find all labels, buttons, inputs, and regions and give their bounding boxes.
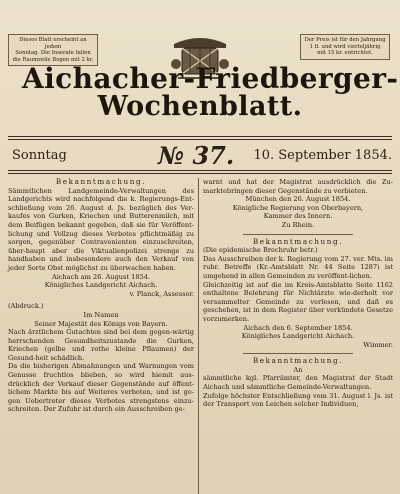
- notice-text: Königliche Regierung von Oberbayern,: [232, 203, 364, 212]
- right-column: [203, 178, 393, 409]
- notice-text: Im Namen: [83, 310, 119, 319]
- left-column: [8, 178, 194, 414]
- notice-text: v. Planck, Assessor.: [129, 289, 194, 298]
- issue-number: № 37.: [158, 141, 235, 170]
- newspaper-title-line1: Aichacher-Friedberger-: [22, 62, 399, 95]
- newspaper-title-line2: Wochenblatt.: [97, 91, 303, 122]
- price-note-right: [300, 34, 390, 60]
- notice-text: Zu Rhein.: [281, 220, 315, 229]
- dateline-rule: [8, 170, 392, 171]
- note-line: Dieses Blatt erscheint an jedem: [19, 37, 87, 50]
- notice-text: Das Ausschreiben der k. Regierung vom 27. ver. Mts. im rubr. Betreffe (Kr.-Amtsblatt Nr. 44 Seite 1287) ist umgehend in allen Gemeinden zu veröffent-lichen.: [203, 254, 393, 280]
- note-line: Sonntag. Die Inserate fallen: [15, 50, 91, 56]
- notice-heading: Bekanntmachung.: [252, 236, 344, 246]
- notice-text: Königliches Landgericht Aichach.: [241, 332, 355, 341]
- top-rule-thin: [8, 139, 392, 140]
- notice-heading: Bekanntmachung.: [55, 177, 147, 186]
- note-line: die Raumzeile Bogen mit 2 kr.: [12, 56, 94, 63]
- dateline-rule-thin: [8, 173, 392, 174]
- notice-text: (Die epidemische Brechruhr betr.): [203, 246, 318, 255]
- notice-text: Sämmtlichen Landgemeinde-Verwaltungen des Landgerichts wird nachfolgend die k. Regierungs-Ent-schließung vom 26. August d. Js. bezüglich des Ver-kaufes von Gurken, Kriechen und Butterenmilch, mit dem Beifügen bekannt gegeben, daß sie für Veröffent-lichung und Vollzug dieses Verbotes pflichtmäßig zu sorgen, gegenüber Contravenienten einzuschreiten, über-haupt aber die Viktualienpolizei strenge zu handhaben und insbesondere auch den Verkauf von jeder Sorte Obst möglichst zu überwachen haben.: [8, 186, 194, 272]
- notice-text: Aichach am 26. August 1854.: [51, 272, 151, 281]
- notice-text: Seiner Majestät des Königs von Bayern.: [34, 319, 168, 328]
- issue-date: 10. September 1854.: [253, 148, 392, 163]
- notice-text: Da die bisherigen Abmahnungen und Warnungen vom Genusse fruchtlos blieben, so wird hiemit aus-drücklich der Verkauf dieser Gegenstände auf öffent-lichem Markte bis auf Weiteres verboten, und ist ge-gen Uebertreter dieses Verbotes strengstens einzu-schreiten. Der Zufuhr ist durch ein Ausschreiben ge-: [8, 362, 194, 414]
- notice-text: Kammer des Innern.: [263, 212, 333, 221]
- section-rule: [243, 234, 353, 235]
- notice-text: Königliches Landgericht Aichach.: [44, 281, 158, 290]
- notice-text: warnt und hat der Magistrat ausdrücklich die Zu-marktebringen dieser Gegenstände zu verbieten.: [203, 178, 393, 195]
- note-line: 1 fl. und wird vierteljährig: [309, 43, 381, 50]
- notice-text: sämmtliche kgl. Pfarrämter, den Magistrat der Stadt Aichach und sämmtliche Gemeinde-Verwaltungen.: [203, 374, 393, 392]
- note-line: Der Preis ist für den Jahrgang: [304, 37, 386, 43]
- notice-text: Zufolge höchster Entschließung vom 31. August l. Js. ist der Transport von Leichen solcher Individuen,: [203, 391, 393, 409]
- notice-text: (Abdruck.): [8, 302, 44, 311]
- dateline: [8, 141, 392, 170]
- note-line: mit 15 kr. entrichtet.: [317, 50, 373, 56]
- notice-heading: Bekanntmachung.: [252, 356, 344, 366]
- section-rule: [243, 353, 353, 354]
- notice-text: Wimmer.: [363, 340, 393, 349]
- notice-text: Nach ärztlichem Gutachten sind bei dem gegen-wärtig herrschenden Gesundheitszustande die Gurken, Kriechen (gelbe und rothe kleine Pflaumen) der Gesund-heit schädlich.: [8, 328, 194, 362]
- notice-text: Aichach den 6. September 1854.: [243, 323, 353, 332]
- top-rule: [8, 136, 392, 137]
- notice-text: An: [293, 365, 303, 374]
- notice-text: München den 26. August 1854.: [245, 195, 351, 204]
- column-divider: [198, 178, 199, 494]
- notice-text: Gleichzeitig ist auf die im Kreis-Amtsblatte Seite 1162 enthaltene Belehrung für Nichtärzte wie-derholt vor versammelter Gemeinde zu verlesen, und daß es geschehen, ist in dem Register über verkündete Gesetze vorzumerken.: [203, 280, 393, 323]
- masthead: [0, 0, 400, 128]
- weekday: Sonntag: [12, 148, 67, 163]
